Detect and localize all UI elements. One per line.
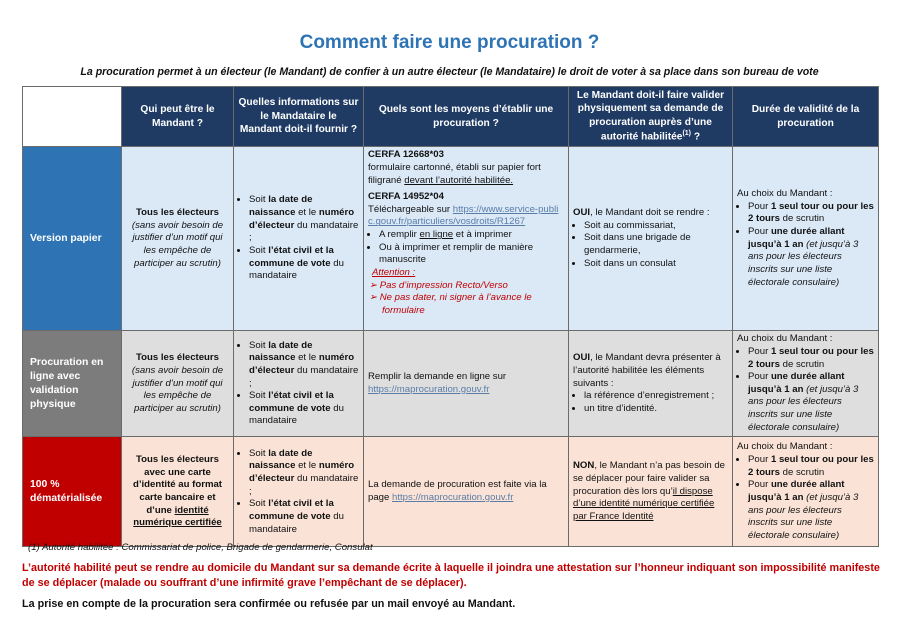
confirmation-note: La prise en compte de la procuration sera confirmée ou refusée par un mail envoyé au Mandant. (22, 598, 516, 610)
duration-cell: Au choix du Mandant : • Pour 1 seul tour ou pour les 2 tours de scrutin • Pour une durée allant jusqu’à 1 an (et jusqu’à 3 ans pour les électeurs inscrits sur une liste électorale consulaire) (733, 331, 879, 437)
row-label-online-physical: Procuration en ligne avec validation physique (23, 331, 122, 437)
means-cell: CERFA 12668*03 formulaire cartonné, établi sur papier fort filigrané devant l’autorité habilitée. CERFA 14952*04 Téléchargeable sur https://www.service-public.gouv.fr/particuliers/vosdroits/R1267 • A remplir en ligne et à imprimer • Ou à imprimer et remplir de manière manuscrite Attention : ➢ Pas d’impression Recto/Verso ➢ Ne pas dater, ni signer à l’avance le formulaire (364, 147, 569, 331)
means-cell: Remplir la demande en ligne sur https://maprocuration.gouv.fr (364, 331, 569, 437)
validate-cell: OUI, le Mandant devra présenter à l’autorité habilitée les éléments suivants : • la référence d’enregistrement ; • un titre d’identité. (569, 331, 733, 437)
warning-text: L’autorité habilité peut se rendre au domicile du Mandant sur sa demande écrite à laquelle il joindra une attestation sur l’honneur indiquant son impossibilité manifeste de se déplacer (malade ou souffrant d’une infirmité grave l’empêchant de se déplacer). (22, 562, 880, 589)
page-subtitle: La procuration permet à un électeur (le Mandant) de confier à un autre électeur (le Mandataire) le droit de voter à sa place dans son bureau de vote (80, 66, 819, 78)
who-cell: Tous les électeurs avec une carte d’identité au format carte bancaire et d’une identité numérique certifiée (122, 437, 234, 547)
attention-label: Attention : (372, 267, 416, 279)
info-cell: • Soit la date de naissance et le numéro d’électeur du mandataire ; • Soit l’état civil et la commune de vote du mandataire (234, 437, 364, 547)
row-label-paper: Version papier (23, 147, 122, 331)
who-cell: Tous les électeurs (sans avoir besoin de justifier d’un motif qui les empêche de participer au scrutin) (122, 147, 234, 331)
header-blank-cell (23, 87, 122, 147)
procuration-table (22, 86, 879, 547)
info-cell: • Soit la date de naissance et le numéro d’électeur du mandataire ; • Soit l’état civil et la commune de vote du mandataire (234, 331, 364, 437)
duration-cell: Au choix du Mandant : • Pour 1 seul tour ou pour les 2 tours de scrutin • Pour une durée allant jusqu’à 1 an (et jusqu’à 3 ans pour les électeurs inscrits sur une liste électorale consulaire) (733, 147, 879, 331)
info-cell: • Soit la date de naissance et le numéro d’électeur du mandataire ; • Soit l’état civil et la commune de vote du mandataire (234, 147, 364, 331)
table-row (23, 331, 879, 437)
header-who: Qui peut être le Mandant ? (122, 87, 234, 147)
duration-cell: Au choix du Mandant : • Pour 1 seul tour ou pour les 2 tours de scrutin • Pour une durée allant jusqu’à 1 an (et jusqu’à 3 ans pour les électeurs inscrits sur une liste électorale consulaire) (733, 437, 879, 547)
who-cell: Tous les électeurs (sans avoir besoin de justifier d’un motif qui les empêche de participer au scrutin) (122, 331, 234, 437)
means-cell: La demande de procuration est faite via la page https://maprocuration.gouv.fr (364, 437, 569, 547)
header-validate: Le Mandant doit-il faire valider physiquement sa demande de procuration auprès d’une autorité habilitée$^{(1)}$ ? (569, 87, 733, 147)
table-row (23, 147, 879, 331)
table-header-row (23, 87, 879, 147)
maprocuration-link[interactable]: https://maprocuration.gouv.fr (368, 383, 490, 395)
validate-cell: NON, le Mandant n’a pas besoin de se déplacer pour faire valider sa procuration dès lors qu’il dispose d’une identité numérique certifiée par France Identité (569, 437, 733, 547)
table-row (23, 437, 879, 547)
header-info: Quelles informations sur le Mandataire le Mandant doit-il fournir ? (234, 87, 364, 147)
row-label-dematerialized: 100 % dématérialisée (23, 437, 122, 547)
maprocuration-link[interactable]: https://maprocuration.gouv.fr (392, 491, 514, 503)
service-public-link[interactable]: https://www.service-public.gouv.fr/particuliers/vosdroits/R1267 (368, 203, 559, 228)
header-means: Quels sont les moyens d’établir une procuration ? (364, 87, 569, 147)
footnote: (1) Autorité habilitée : Commissariat de police, Brigade de gendarmerie, Consulat (28, 542, 373, 553)
validate-cell: OUI, le Mandant doit se rendre : • Soit au commissariat, • Soit dans une brigade de gendarmerie, • Soit dans un consulat (569, 147, 733, 331)
page-title: Comment faire une procuration ? (299, 32, 600, 53)
header-duration: Durée de validité de la procuration (733, 87, 879, 147)
